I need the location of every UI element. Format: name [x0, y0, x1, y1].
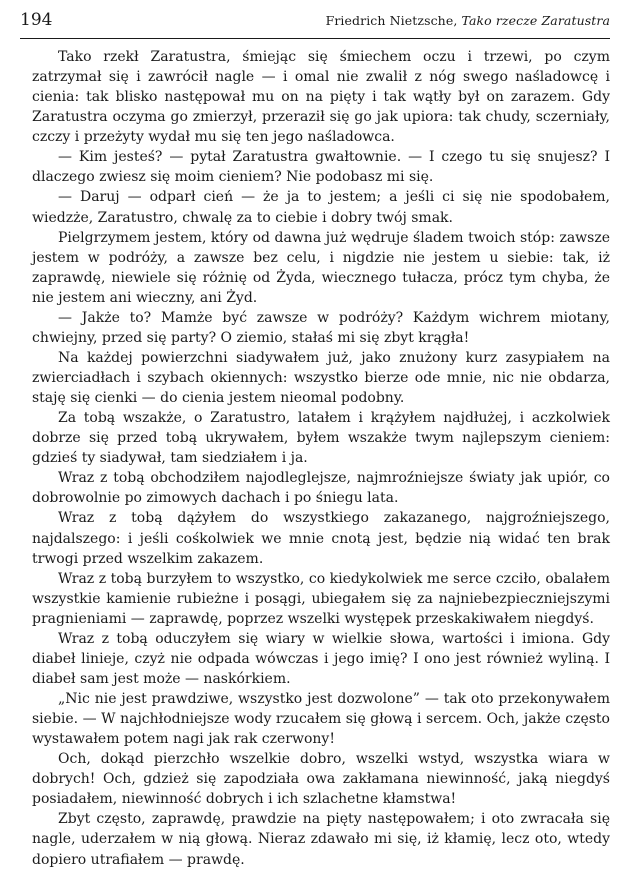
running-head-author: Friedrich Nietzsche, [325, 13, 462, 28]
paragraph: — Jakże to? Mamże być zawsze w podróży? Każdym wichrem miotany, chwiejny, przed się party? O ziemio, stałaś mi się zbyt krągła! [32, 309, 610, 346]
paragraph: Zbyt często, zaprawdę, prawdzie na pięty następowałem; i oto zwracała się nagle, uderzałem w nią głową. Nieraz zdawało mi się, iż kłamię, lecz oto, wtedy dopiero utrafiałem — prawdę. [32, 811, 610, 868]
paragraph: — Kim jesteś? — pytał Zaratustra gwałtownie. — I czego tu się snujesz? I dlaczego zwiesz się moim cieniem? Nie podobasz mi się. [32, 149, 610, 186]
text-body [32, 47, 610, 870]
paragraph: Za tobą wszakże, o Zaratustro, latałem i krążyłem najdłużej, i aczkolwiek dobrze się przed tobą ukrywałem, byłem wszakże twym najlepszym cieniem: gdzieś ty siadywał, tam siedziałem i ja. [32, 410, 610, 467]
page-number: 194 [20, 10, 53, 30]
paragraph: — Daruj — odparł cień — że ja to jestem; a jeśli ci się nie spodobałem, wiedzże, Zaratustro, chwalę za to ciebie i dobry twój smak. [32, 189, 610, 226]
paragraph: Wraz z tobą oduczyłem się wiary w wielkie słowa, wartości i imiona. Gdy diabeł linieje, czyż nie odpada wówczas i jego imię? I ono jest również wyliną. I diabeł sam jest może — naskórkiem. [32, 630, 610, 687]
paragraph: Och, dokąd pierzchło wszelkie dobro, wszelki wstyd, wszystka wiara w dobrych! Och, gdzież się zapodziała owa zakłamana niewinność, jaką niegdyś posiadałem, niewinność dobrych i ich szlachetne kłamstwa! [32, 751, 610, 808]
paragraph: Wraz z tobą obchodziłem najodleglejsze, najmroźniejsze światy jak upiór, co dobrowolnie po zimowych dachach i po śniegu lata. [32, 470, 610, 507]
running-head-book-title: Tako rzecze Zaratustra [461, 13, 610, 28]
paragraph: Pielgrzymem jestem, który od dawna już wędruje śladem twoich stóp: zawsze jestem w podróży, a zawsze bez celu, i nigdzie nie jestem u siebie: tak, iż zaprawdę, niewiele się różnię od Żyda, wiecznego tułacza, prócz tym chyba, że nie jestem ani wieczny, ani Żyd. [32, 229, 610, 306]
paragraph: Wraz z tobą dążyłem do wszystkiego zakazanego, najgroźniejszego, najdalszego: i jeśli cośkolwiek we mnie cnotą jest, będzie nią widać ten brak trwogi przed wszelkim zakazem. [32, 510, 610, 567]
paragraph: Tako rzekł Zaratustra, śmiejąc się śmiechem oczu i trzewi, po czym zatrzymał się i zawrócił nagle — i omal nie zwalił z nóg swego naśladowcę i cienia: tak blisko następował mu on na pięty i tak wątły był on zarazem. Gdy Zaratustra oczyma go zmierzył, przeraził się go jak upiora: tak chudy, sczerniały, czczy i przeżyty wydał mu się ten jego naśladowca. [32, 49, 610, 146]
page-header [20, 10, 610, 39]
paragraph: Wraz z tobą burzyłem to wszystko, co kiedykolwiek me serce czciło, obalałem wszystkie kamienie rubieżne i posągi, ubiegałem się za najniebezpieczniejszymi pragnieniami — zaprawdę, poprzez wszelki występek przeskakiwałem niegdyś. [32, 570, 610, 627]
paragraph: „Nic nie jest prawdziwe, wszystko jest dozwolone” — tak oto przekonywałem siebie. — W najchłodniejsze wody rzucałem się głową i sercem. Och, jakże często wystawałem potem nagi jak rak czerwony! [32, 691, 610, 748]
running-head [326, 13, 610, 28]
paragraph: Na każdej powierzchni siadywałem już, jako znużony kurz zasypiałem na zwierciadłach i szybach okiennych: wszystko bierze ode mnie, nic nie obdarza, staję się cienki — do cienia jestem nieomal podobny. [32, 349, 610, 407]
